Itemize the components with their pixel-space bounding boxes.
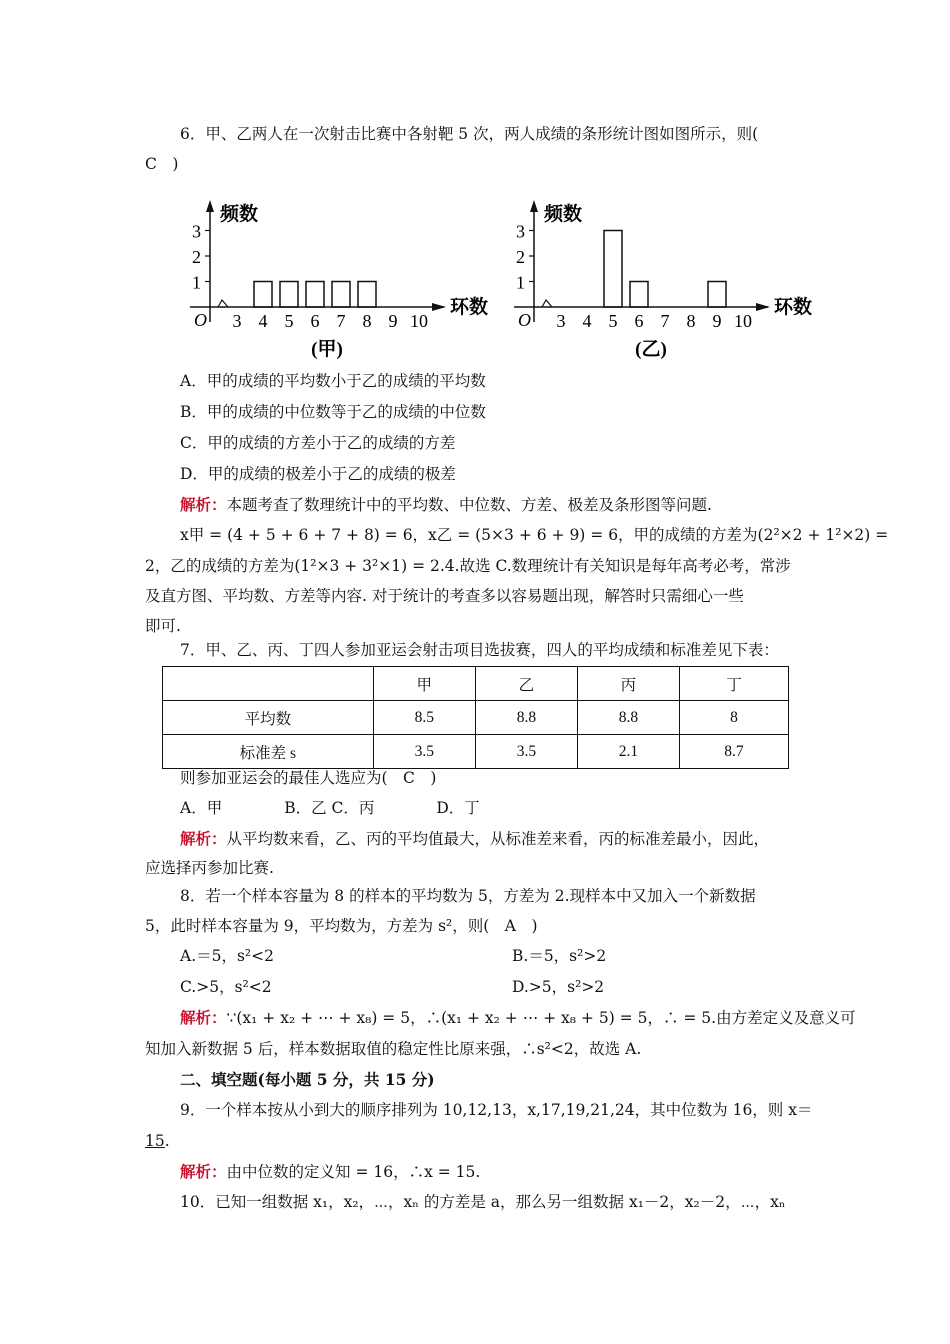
q7-analysis-line1 xyxy=(180,829,769,849)
section-heading: 二、填空题(每小题 5 分，共 15 分) xyxy=(180,1070,435,1089)
bar xyxy=(358,282,376,308)
q6-analysis-line2: x甲 = (4 + 5 + 6 + 7 + 8) = 6，x乙 = (5×3 + 6 + 9) = 6，甲的成绩的方差为(2²×2 + 1²×2) = xyxy=(180,526,889,544)
analysis-text: 从平均数来看，乙、丙的平均值最大，从标准差来看，丙的标准差最小，因此， xyxy=(226,830,770,848)
x-tick-label: 8 xyxy=(362,311,372,331)
table-cell: 3.5 xyxy=(373,735,475,769)
analysis-text: 由中位数的定义知 = 16，∴x = 15. xyxy=(226,1163,481,1181)
x-tick-label: 8 xyxy=(686,311,696,331)
x-tick-label: 10 xyxy=(410,311,428,331)
x-tick-label: 7 xyxy=(336,311,346,331)
q7-question: 则参加亚运会的最佳人选应为( C ) xyxy=(180,769,437,787)
y-tick-label: 1 xyxy=(192,272,201,293)
chart-yi xyxy=(506,190,826,365)
table-cell: 平均数 xyxy=(163,701,374,735)
y-tick-label: 2 xyxy=(192,247,201,267)
table-header-row xyxy=(163,667,789,701)
q8-analysis-line1 xyxy=(180,1008,856,1028)
bar xyxy=(630,282,648,308)
y-axis-label: 频数 xyxy=(220,204,259,225)
table-cell: 8.8 xyxy=(577,701,679,735)
axis-break xyxy=(542,300,552,307)
chart-caption: (甲) xyxy=(311,339,343,360)
q6-option-b: B．甲的成绩的中位数等于乙的成绩的中位数 xyxy=(180,403,486,421)
q8-analysis-line2: 知加入新数据 5 后，样本数据取值的稳定性比原来强，∴s²<2，故选 A. xyxy=(145,1040,642,1058)
bar xyxy=(306,282,324,308)
x-tick-label: 3 xyxy=(232,311,242,331)
q6-stem-line1: 6．甲、乙两人在一次射击比赛中各射靶 5 次，两人成绩的条形统计图如图所示，则( xyxy=(180,125,759,143)
table-cell: 8 xyxy=(679,701,788,735)
q6-option-d: D．甲的成绩的极差小于乙的成绩的极差 xyxy=(180,465,456,483)
table-cell: 3.5 xyxy=(475,735,577,769)
x-tick-label: 10 xyxy=(734,311,752,331)
table-cell: 丁 xyxy=(679,667,788,701)
x-tick-label: 5 xyxy=(284,311,294,331)
y-axis-label: 频数 xyxy=(544,204,583,225)
analysis-label: 解析： xyxy=(180,1008,227,1027)
x-tick-label: 9 xyxy=(712,311,722,331)
table-cell xyxy=(163,667,374,701)
bar xyxy=(604,231,622,308)
q8-stem-line2: 5，此时样本容量为 9，平均数为，方差为 s²，则( A ) xyxy=(145,917,538,935)
q6-analysis-line5: 即可. xyxy=(145,617,181,635)
analysis-text: 本题考查了数理统计中的平均数、中位数、方差、极差及条形图等问题. xyxy=(226,496,712,514)
table-cell: 甲 xyxy=(373,667,475,701)
table-cell: 丙 xyxy=(577,667,679,701)
y-tick-label: 1 xyxy=(516,272,525,293)
chart-caption: (乙) xyxy=(635,339,667,360)
y-axis-arrow-icon xyxy=(530,200,538,212)
x-tick-label: 4 xyxy=(582,311,592,331)
q8-option-c: C.>5，s²<2 xyxy=(180,978,272,996)
q10-stem: 10．已知一组数据 x₁，x₂，⋯，xₙ 的方差是 a，那么另一组数据 x₁－2，x₂－2，⋯，xₙ xyxy=(180,1193,786,1211)
analysis-label: 解析： xyxy=(180,1162,227,1181)
q6-analysis-line3: 2，乙的成绩的方差为(1²×3 + 3²×1) = 2.4.故选 C.数理统计有关知识是每年高考必考，常涉 xyxy=(145,557,791,575)
origin-label: O xyxy=(194,310,207,330)
y-tick-label: 3 xyxy=(516,221,525,242)
q9-answer-line xyxy=(145,1131,170,1151)
table-cell: 8.8 xyxy=(475,701,577,735)
table-cell: 乙 xyxy=(475,667,577,701)
y-axis-arrow-icon xyxy=(206,200,214,212)
q7-options: A．甲 B．乙 C．丙 D．丁 xyxy=(180,799,480,817)
q6-option-a: A．甲的成绩的平均数小于乙的成绩的平均数 xyxy=(180,372,486,390)
x-tick-label: 5 xyxy=(608,311,618,331)
q9-stem: 9．一个样本按从小到大的顺序排列为 10,12,13，x,17,19,21,24，其中位数为 16，则 x＝ xyxy=(180,1101,813,1119)
table-row xyxy=(163,735,789,769)
table-cell: 标准差 s xyxy=(163,735,374,769)
x-tick-label: 6 xyxy=(634,311,644,331)
x-axis-label: 环数 xyxy=(450,297,489,318)
table-cell: 8.5 xyxy=(373,701,475,735)
bar xyxy=(332,282,350,308)
q7-table xyxy=(162,666,789,769)
x-tick-label: 6 xyxy=(310,311,320,331)
q8-option-d: D.>5，s²>2 xyxy=(512,978,605,996)
x-axis-arrow-icon xyxy=(432,303,446,311)
table-cell: 8.7 xyxy=(679,735,788,769)
x-tick-label: 3 xyxy=(556,311,566,331)
q6-stem-line2: C ) xyxy=(145,155,179,173)
x-tick-label: 4 xyxy=(258,311,268,331)
q8-stem-line1: 8．若一个样本容量为 8 的样本的平均数为 5，方差为 2.现样本中又加入一个新数据 xyxy=(180,887,756,905)
table-cell: 2.1 xyxy=(577,735,679,769)
x-axis-arrow-icon xyxy=(756,303,770,311)
q9-answer: 15 xyxy=(145,1132,165,1150)
x-tick-label: 9 xyxy=(388,311,398,331)
x-tick-label: 7 xyxy=(660,311,670,331)
bar xyxy=(280,282,298,308)
bar xyxy=(708,282,726,308)
q8-option-a: A.＝5，s²<2 xyxy=(180,947,274,965)
analysis-label: 解析： xyxy=(180,829,227,848)
chart-jia xyxy=(182,190,502,365)
x-axis-label: 环数 xyxy=(774,297,813,318)
q9-answer-tail: . xyxy=(164,1132,170,1150)
q7-analysis-line2: 应选择丙参加比赛. xyxy=(145,859,274,877)
table-row xyxy=(163,701,789,735)
q8-option-b: B.＝5，s²>2 xyxy=(512,947,607,965)
axis-break xyxy=(218,300,228,307)
origin-label: O xyxy=(518,310,531,330)
bar xyxy=(254,282,272,308)
q9-analysis xyxy=(180,1162,480,1182)
y-tick-label: 3 xyxy=(192,221,201,242)
q6-option-c: C．甲的成绩的方差小于乙的成绩的方差 xyxy=(180,434,456,452)
analysis-label: 解析： xyxy=(180,495,227,514)
analysis-text: ∵(x₁ + x₂ + ⋯ + x₈) = 5，∴(x₁ + x₂ + ⋯ + x₈ + 5) = 5，∴ = 5.由方差定义及意义可 xyxy=(226,1009,856,1027)
q6-analysis-line4: 及直方图、平均数、方差等内容. 对于统计的考查多以容易题出现，解答时只需细心一些 xyxy=(145,587,744,605)
y-tick-label: 2 xyxy=(516,247,525,267)
q6-analysis-line1 xyxy=(180,495,712,515)
q7-stem: 7．甲、乙、丙、丁四人参加亚运会射击项目选拔赛，四人的平均成绩和标准差见下表： xyxy=(180,641,779,659)
